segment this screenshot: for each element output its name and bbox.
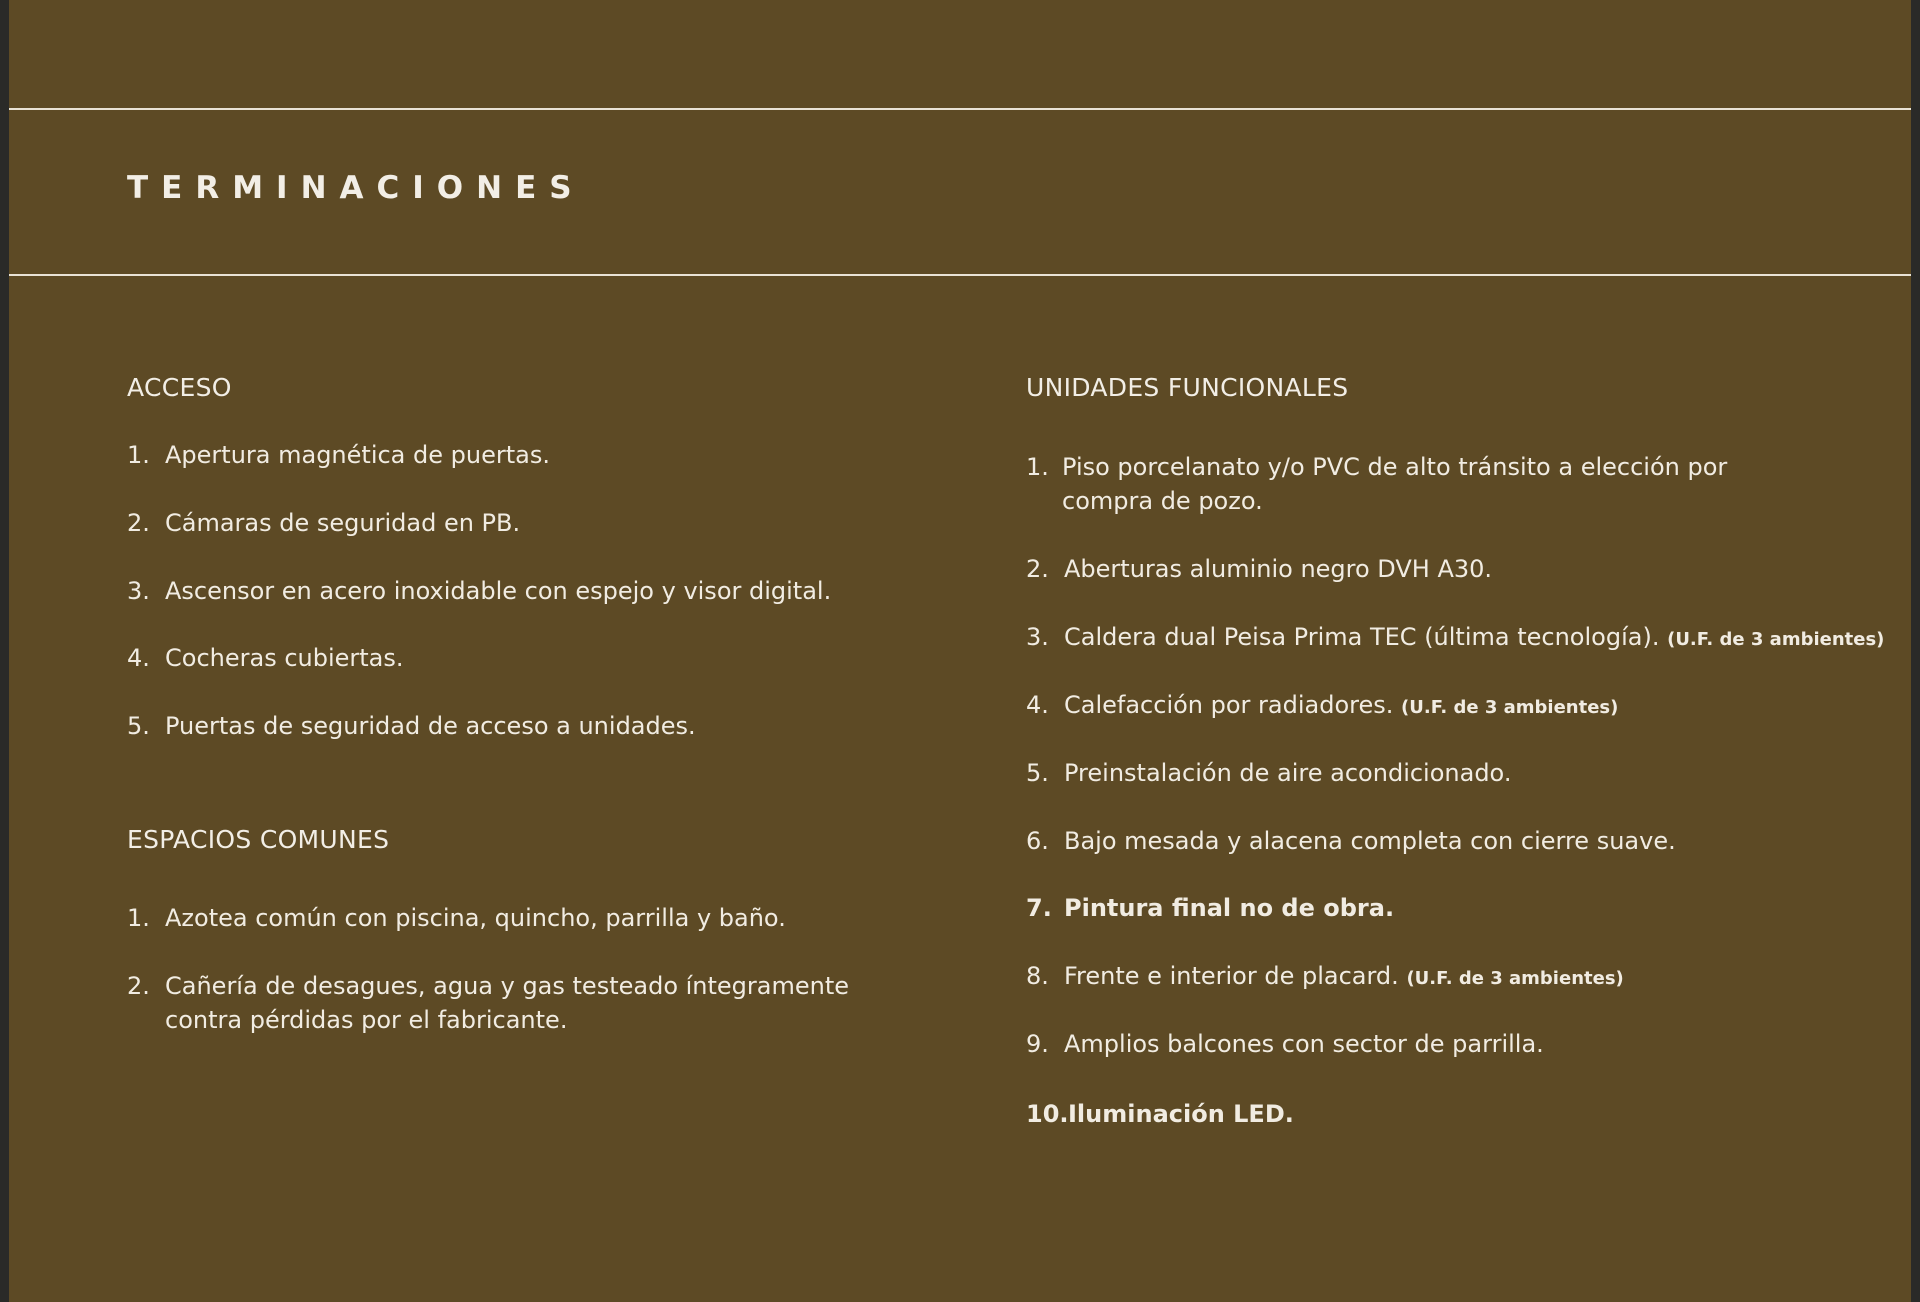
item-number: 5. (1026, 759, 1049, 787)
item-number: 4. (1026, 691, 1049, 719)
list-item (127, 438, 550, 472)
item-text: Bajo mesada y alacena completa con cierre suave. (1064, 827, 1676, 855)
espacios-comunes-heading: ESPACIOS COMUNES (127, 825, 390, 854)
item-text: Cañería de desagues, agua y gas testeado íntegramente (165, 972, 850, 1000)
list-item (127, 574, 831, 608)
item-number: 1. (1026, 453, 1049, 481)
unidades-funcionales-heading: UNIDADES FUNCIONALES (1026, 373, 1349, 402)
item-note: (U.F. de 3 ambientes) (1667, 629, 1885, 650)
item-text-continued: compra de pozo. (1062, 487, 1263, 515)
item-text: Cocheras cubiertas. (165, 644, 404, 672)
item-number: 6. (1026, 827, 1049, 855)
item-number: 9. (1026, 1030, 1049, 1058)
list-item (1026, 552, 1492, 586)
item-text: Aberturas aluminio negro DVH A30. (1064, 555, 1493, 583)
list-item (1026, 891, 1394, 925)
list-item (1026, 1027, 1544, 1061)
item-text: Puertas de seguridad de acceso a unidades. (165, 712, 696, 740)
item-number: 2. (127, 972, 150, 1000)
list-item (1026, 688, 1618, 725)
list-item (1026, 450, 1727, 518)
item-text: Calefacción por radiadores. (1064, 691, 1394, 719)
item-number: 10. (1026, 1100, 1069, 1128)
list-item (127, 506, 520, 540)
top-divider (9, 108, 1911, 110)
item-number: 1. (127, 904, 150, 932)
item-number: 8. (1026, 962, 1049, 990)
item-number: 4. (127, 644, 150, 672)
title-divider (9, 274, 1911, 276)
item-text: Apertura magnética de puertas. (165, 441, 550, 469)
item-note: (U.F. de 3 ambientes) (1401, 697, 1619, 718)
item-text: Pintura final no de obra. (1064, 894, 1395, 922)
item-text-continued: contra pérdidas por el fabricante. (165, 1006, 568, 1034)
list-item (1026, 1097, 1294, 1131)
list-item (1026, 824, 1676, 858)
item-text: Iluminación LED. (1068, 1100, 1294, 1128)
item-number: 2. (1026, 555, 1049, 583)
list-item (127, 709, 696, 743)
item-number: 3. (127, 577, 150, 605)
list-item (1026, 756, 1511, 790)
item-note: (U.F. de 3 ambientes) (1406, 968, 1624, 989)
list-item (127, 969, 849, 1037)
item-number: 2. (127, 509, 150, 537)
item-text: Caldera dual Peisa Prima TEC (última tecnología). (1064, 623, 1660, 651)
list-item (1026, 620, 1884, 657)
item-text: Cámaras de seguridad en PB. (165, 509, 521, 537)
item-text: Preinstalación de aire acondicionado. (1064, 759, 1512, 787)
item-number: 1. (127, 441, 150, 469)
item-text: Frente e interior de placard. (1064, 962, 1399, 990)
item-number: 3. (1026, 623, 1049, 651)
item-text: Ascensor en acero inoxidable con espejo y visor digital. (165, 577, 832, 605)
item-number: 7. (1026, 894, 1052, 922)
list-item (1026, 959, 1624, 996)
document-page (9, 0, 1911, 1302)
item-text: Piso porcelanato y/o PVC de alto tránsito a elección por (1062, 453, 1728, 481)
acceso-heading: ACCESO (127, 373, 232, 402)
item-text: Amplios balcones con sector de parrilla. (1064, 1030, 1544, 1058)
item-text: Azotea común con piscina, quincho, parrilla y baño. (165, 904, 786, 932)
item-number: 5. (127, 712, 150, 740)
page-title: TERMINACIONES (127, 170, 585, 206)
list-item (127, 641, 404, 675)
list-item (127, 901, 786, 935)
